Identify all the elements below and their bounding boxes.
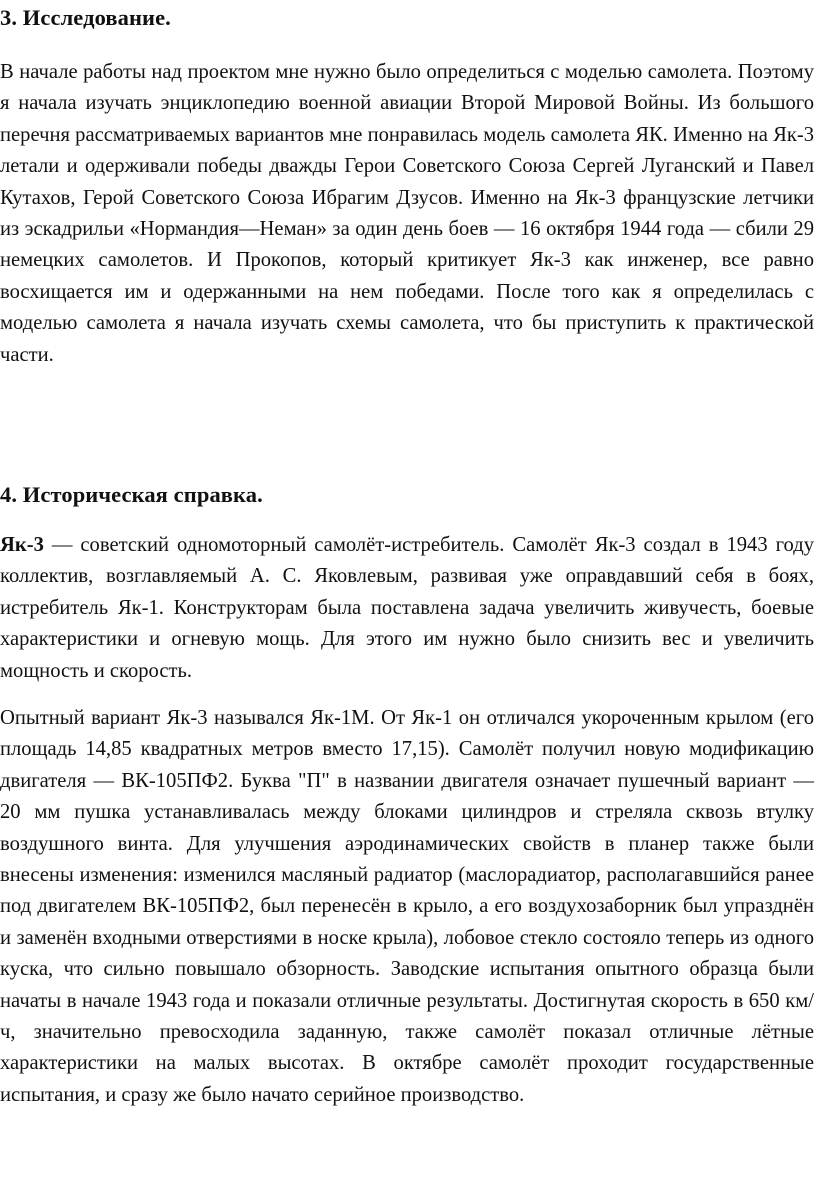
term-yak3: Як-3 [0,534,44,556]
history-paragraph-intro [0,530,814,687]
history-paragraph-intro-text: — советский одномоторный самолёт-истребитель. Самолёт Як-3 создал в 1943 году коллектив, возглавляемый А. С. Яковлевым, развивая уже оправдавший себя в боях, истребитель Як-1. Конструкторам была поставлена задача увеличить живучесть, боевые характеристики и огневую мощь. Для этого им нужно было снизить вес и увеличить мощность и скорость. [0,534,814,682]
section-heading-research: 3. Исследование. [0,5,171,30]
research-paragraph: В начале работы над проектом мне нужно было определиться с моделью самолета. Поэтому я начала изучать энциклопедию военной авиации Второй Мировой Войны. Из большого перечня рассматриваемых вариантов мне понравилась модель самолета ЯК. Именно на Як-3 летали и одерживали победы дважды Герои Советского Союза Сергей Луганский и Павел Кутахов, Герой Советского Союза Ибрагим Дзусов. Именно на Як-3 французские летчики из эскадрильи «Нормандия—Неман» за один день боев — 16 октября 1944 года — сбили 29 немецких самолетов. И Прокопов, который критикует Як-3 как инженер, все равно восхищается им и одержанными на нем победами. После того как я определилась с моделью самолета я начала изучать схемы самолета, что бы приступить к практической части. [0,61,814,366]
history-paragraph-details: Опытный вариант Як-3 назывался Як-1М. От Як-1 он отличался укороченным крылом (его площадь 14,85 квадратных метров вместо 17,15). Самолёт получил новую модификацию двигателя — ВК-105ПФ2. Буква "П" в названии двигателя означает пушечный вариант — 20 мм пушка устанавливалась между блоками цилиндров и стреляла сквозь втулку воздушного винта. Для улучшения аэродинамических свойств в планер также были внесены изменения: изменился масляный радиатор (маслорадиатор, располагавшийся ранее под двигателем ВК-105ПФ2, был перенесён в крыло, а его воздухозаборник был упразднён и заменён входными отверстиями в носке крыла), лобовое стекло состояло теперь из одного куска, что сильно повышало обзорность. Заводские испытания опытного образца были начаты в начале 1943 года и показали отличные результаты. Достигнутая скорость в 650 км/ч, значительно превосходила заданную, также самолёт показал отличные лётные характеристики на малых высотах. В октябре самолёт проходит государственные испытания, и сразу же было начато серийное производство. [0,707,814,1106]
section-heading-history: 4. Историческая справка. [0,482,263,507]
